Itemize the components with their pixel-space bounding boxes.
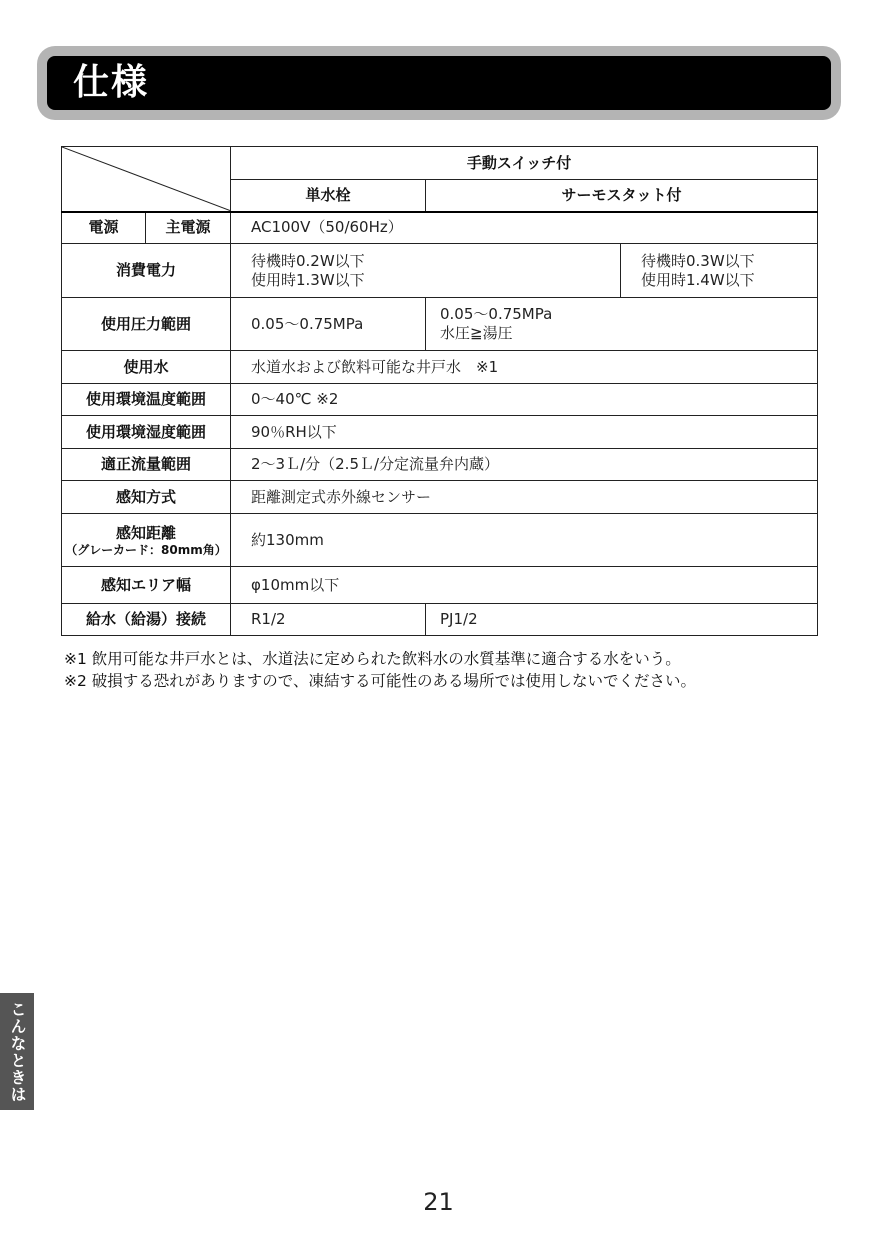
table-row-power — [62, 212, 818, 244]
value-power: AC100V（50/60Hz） — [231, 212, 818, 244]
diagonal-header-cell — [62, 147, 231, 212]
label-sensing-distance-cell — [62, 514, 231, 567]
header-single-faucet: 単水栓 — [231, 180, 426, 212]
spec-table — [61, 146, 818, 636]
title-bar — [47, 56, 831, 110]
side-index-tab-label: こんなときは — [8, 1001, 27, 1103]
label-pressure: 使用圧力範囲 — [62, 298, 231, 351]
value-pressure-b-line2: 水圧≧湯圧 — [440, 324, 513, 342]
table-row-temperature — [62, 384, 818, 416]
value-pressure-b-line1: 0.05〜0.75MPa — [440, 305, 553, 323]
header-manual-switch-label: 手動スイッチ付 — [466, 153, 572, 172]
table-row-sensing-distance — [62, 514, 818, 567]
label-humidity: 使用環境湿度範囲 — [62, 416, 231, 449]
value-consumption-a — [231, 244, 621, 298]
label-temperature: 使用環境温度範囲 — [62, 384, 231, 416]
value-consumption-b-line1: 待機時0.3W以下 — [641, 251, 755, 270]
value-consumption-b — [621, 244, 818, 298]
header-thermostat: サーモスタット付 — [426, 180, 818, 212]
footnote-1: ※1 飲用可能な井戸水とは、水道法に定められた飲料水の水質基準に適合する水をいう。 — [64, 650, 681, 668]
label-power: 電源 — [62, 212, 146, 244]
table-header-row-1 — [62, 147, 818, 180]
diagonal-line — [62, 147, 230, 211]
value-connection-a: R1/2 — [231, 604, 426, 636]
value-temperature: 0〜40℃ ※2 — [231, 384, 818, 416]
table-row-water — [62, 351, 818, 384]
value-flow: 2〜3Ｌ/分（2.5Ｌ/分定流量弁内蔵） — [231, 449, 818, 481]
footnotes — [64, 648, 696, 692]
value-consumption-b-line2: 使用時1.4W以下 — [641, 270, 755, 289]
value-sensing-width: φ10mm以下 — [231, 567, 818, 604]
value-pressure-b — [426, 298, 818, 351]
label-main-power: 主電源 — [146, 212, 231, 244]
footnote-2: ※2 破損する恐れがありますので、凍結する可能性のある場所では使用しないでください。 — [64, 672, 696, 690]
value-connection-b: PJ1/2 — [426, 604, 818, 636]
label-consumption: 消費電力 — [62, 244, 231, 298]
table-row-sensing-width — [62, 567, 818, 604]
page-number: 21 — [423, 1188, 454, 1216]
table-row-pressure — [62, 298, 818, 351]
label-connection: 給水（給湯）接続 — [62, 604, 231, 636]
table-row-connection — [62, 604, 818, 636]
value-pressure-a: 0.05〜0.75MPa — [231, 298, 426, 351]
title-frame — [37, 46, 841, 120]
value-water: 水道水および飲料可能な井戸水 ※1 — [231, 351, 818, 384]
table-row-flow — [62, 449, 818, 481]
label-water: 使用水 — [62, 351, 231, 384]
value-humidity: 90％RH以下 — [231, 416, 818, 449]
value-sensing-distance: 約130mm — [231, 514, 818, 567]
label-sensing-distance-note: （グレーカード：80mm角） — [65, 542, 227, 557]
header-manual-switch — [231, 147, 818, 180]
value-consumption-a-line1: 待機時0.2W以下 — [251, 251, 365, 270]
page-title: 仕様 — [73, 62, 150, 103]
table-row-consumption — [62, 244, 818, 298]
table-row-sensing-method — [62, 481, 818, 514]
label-flow: 適正流量範囲 — [62, 449, 231, 481]
label-sensing-method: 感知方式 — [62, 481, 231, 514]
value-sensing-method: 距離測定式赤外線センサー — [231, 481, 818, 514]
value-consumption-a-line2: 使用時1.3W以下 — [251, 270, 365, 289]
table-row-humidity — [62, 416, 818, 449]
label-sensing-width: 感知エリア幅 — [62, 567, 231, 604]
side-index-tab — [0, 993, 34, 1110]
label-sensing-distance: 感知距離 — [115, 523, 176, 542]
